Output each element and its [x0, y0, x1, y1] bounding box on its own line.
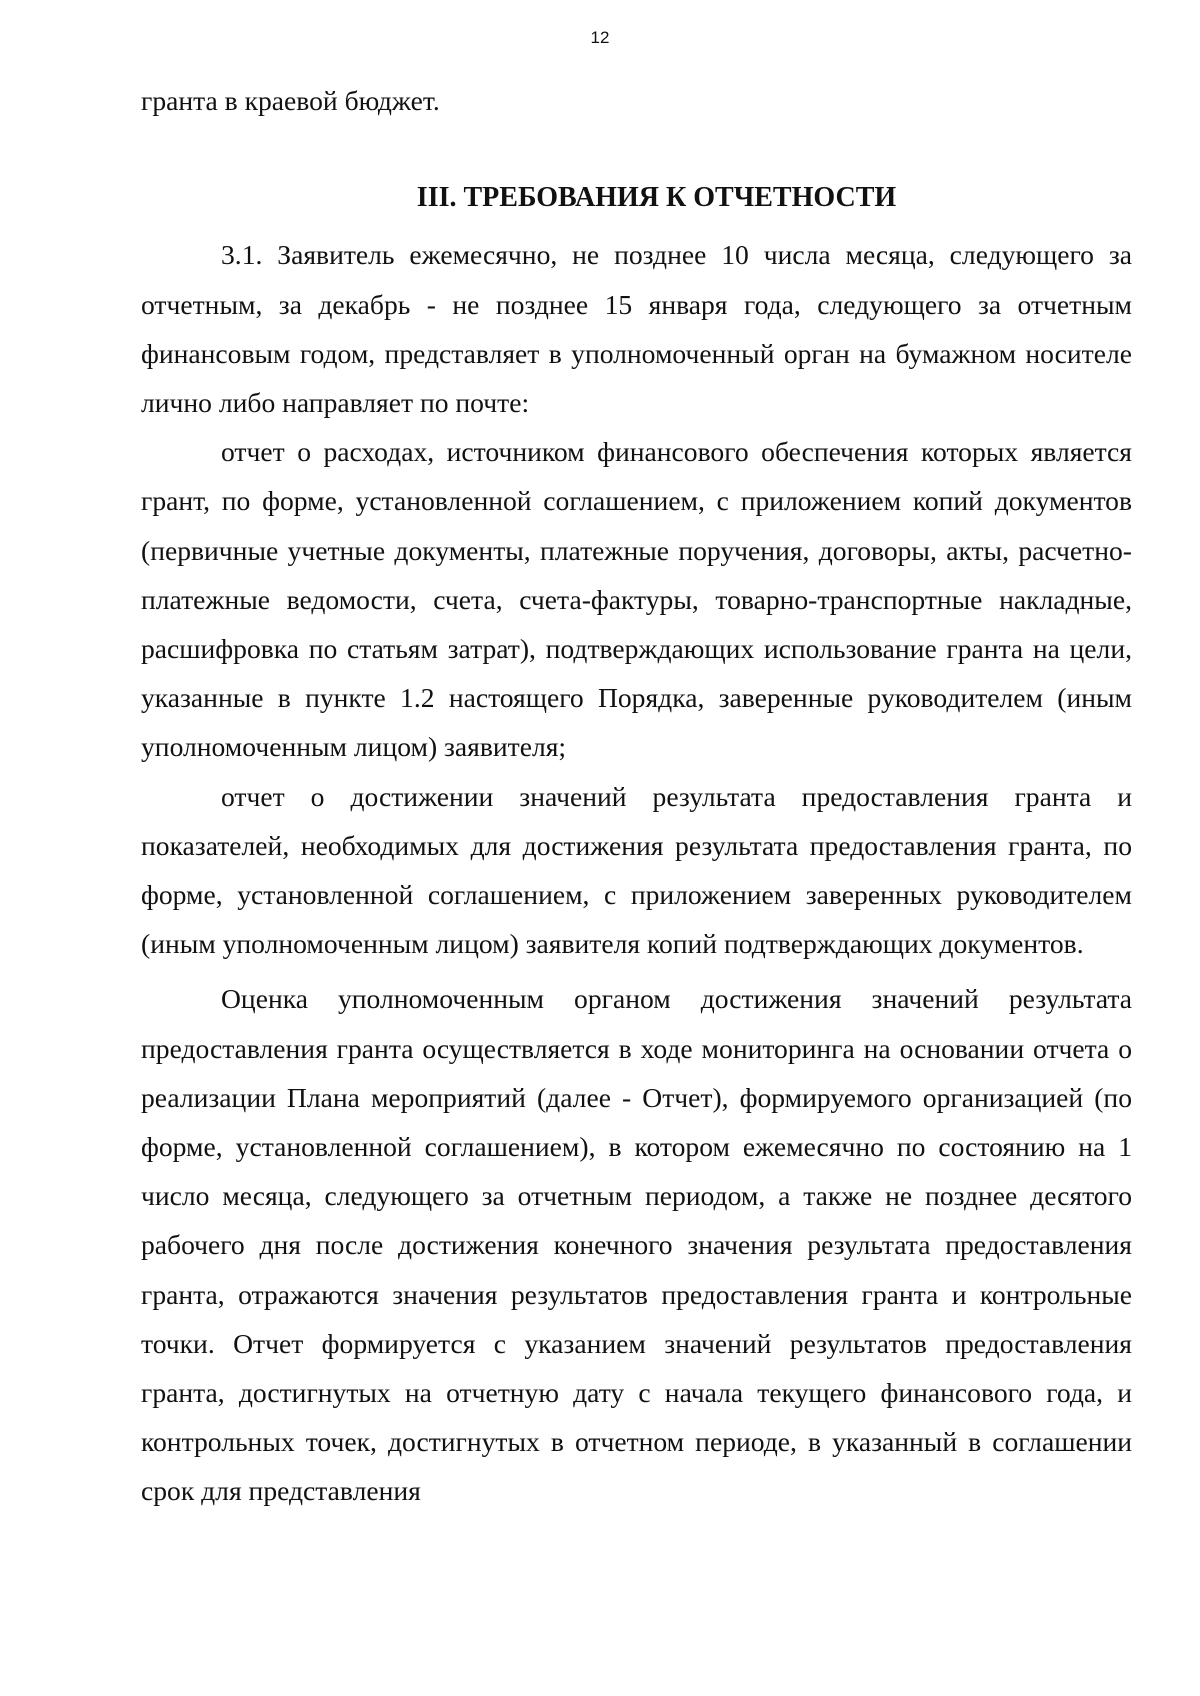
page-number: 12 — [590, 28, 610, 47]
paragraph-3-1: 3.1. Заявитель ежемесячно, не позднее 10 числа месяца, следующего за отчетным, за декабрь - не позднее 15 января года, следующего за отчетным финансовым годом, представляет в уполномоченный орган на бумажном носителе лично либо направляет по почте: — [141, 239, 1132, 419]
document-body — [141, 76, 1132, 1516]
lead-paragraph: гранта в краевой бюджет. — [141, 85, 440, 116]
paragraph-assessment: Оценка уполномоченным органом достижения значений результата предоставления гранта осуществляется в ходе мониторинга на основании отчета о реализации Плана мероприятий (далее - Отчет), формируемого организацией (по форме, установленной соглашением), в котором ежемесячно по состоянию на 1 число месяца, следующего за отчетным периодом, а также не позднее десятого рабочего дня после достижения конечного значения результата предоставления гранта, отражаются значения результатов предоставления гранта и контрольные точки. Отчет формируется с указанием значений результатов предоставления гранта, достигнутых на отчетную дату с начала текущего финансового года, и контрольных точек, достигнутых в отчетном периоде, в указанный в соглашении срок для представления — [141, 983, 1132, 1507]
paragraph-expense-report: отчет о расходах, источником финансового обеспечения которых является грант, по форме, установленной соглашением, с приложением копий документов (первичные учетные документы, платежные поручения, договоры, акты, расчетно-платежные ведомости, счета, счета-фактуры, товарно-транспортные накладные, расшифровка по статьям затрат), подтверждающих использование гранта на цели, указанные в пункте 1.2 настоящего Порядка, заверенные руководителем (иным уполномоченным лицом) заявителя; — [141, 436, 1132, 763]
paragraph-results-report: отчет о достижении значений результата предоставления гранта и показателей, необходимых для достижения результата предоставления гранта, по форме, установленной соглашением, с приложением заверенных руководителем (иным уполномоченным лицом) заявителя копий подтверждающих документов. — [141, 780, 1132, 960]
section-heading: III. ТРЕБОВАНИЯ К ОТЧЕТНОСТИ — [416, 182, 897, 214]
